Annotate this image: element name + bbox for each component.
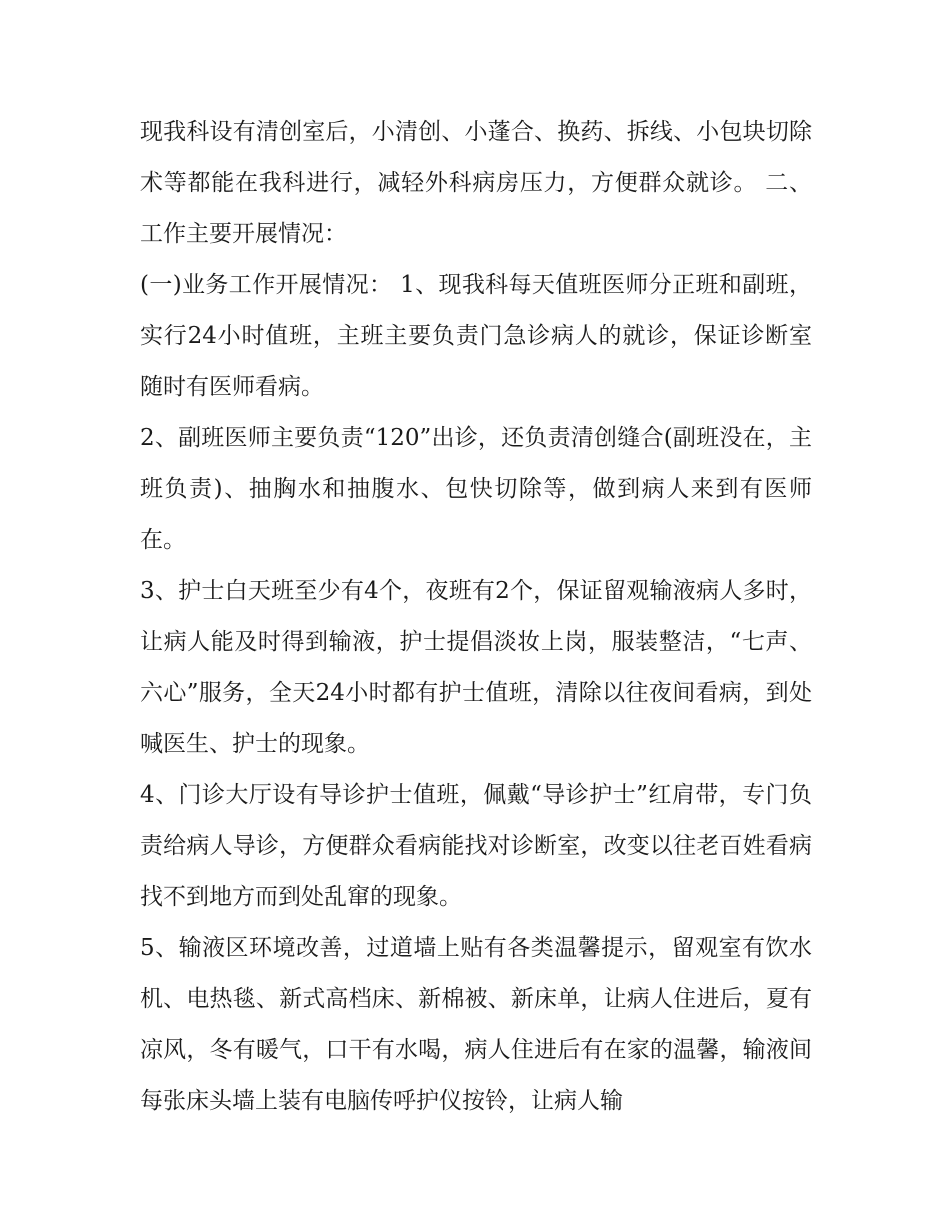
paragraph-deputy-doctor: 2、副班医师主要负责“120”出诊，还负责清创缝合(副班没在，主班负责)、抽胸水和抽腹水、包快切除等，做到病人来到有医师在。 <box>140 425 812 553</box>
paragraph-infusion-area: 5、输液区环境改善，过道墙上贴有各类温馨提示，留观室有饮水机、电热毯、新式高档床、新棉被、新床单，让病人住进后，夏有凉风，冬有暖气，口干有水喝，病人住进后有在家的温馨，输液间每张床头墙上装有电脑传呼护仪按铃，让病人输 <box>140 935 812 1114</box>
document-page <box>140 107 812 1127</box>
paragraph-guide-nurse: 4、门诊大厅设有导诊护士值班，佩戴“导诊护士”红肩带，专门负责给病人导诊，方便群众看病能找对诊断室，改变以往老百姓看病找不到地方而到处乱窜的现象。 <box>140 782 812 910</box>
paragraph-clinic-intro: 现我科设有清创室后，小清创、小蓬合、换药、拆线、小包块切除术等都能在我科进行，减轻外科病房压力，方便群众就诊。 二、工作主要开展情况： <box>140 119 812 247</box>
paragraph-nurse-shifts: 3、护士白天班至少有4个，夜班有2个，保证留观输液病人多时，让病人能及时得到输液，护士提倡淡妆上岗，服装整洁，“七声、六心”服务，全天24小时都有护士值班，清除以往夜间看病，到处喊医生、护士的现象。 <box>140 578 812 757</box>
paragraph-business-work: (一)业务工作开展情况： 1、现我科每天值班医师分正班和副班，实行24小时值班，主班主要负责门急诊病人的就诊，保证诊断室随时有医师看病。 <box>140 272 812 400</box>
